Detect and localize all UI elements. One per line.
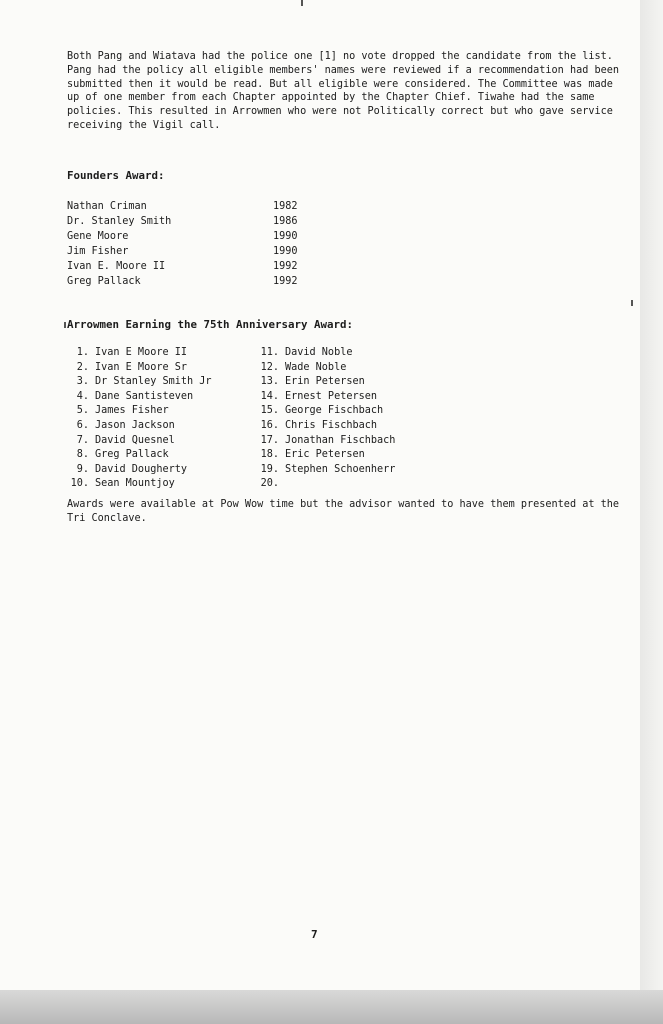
list-item [67,375,257,390]
list-item [67,346,257,361]
list-item-name: Ernest Petersen [285,390,378,402]
list-item [257,375,447,390]
anniversary-column-right [257,346,447,492]
founder-year: 1990 [273,246,298,257]
list-item-name: David Noble [285,347,353,358]
list-item [257,434,447,449]
list-item-name [285,477,447,492]
founders-heading: Founders Award: [67,169,165,182]
list-item [67,448,257,463]
list-item [257,346,447,361]
list-item-number: 4. [76,390,89,402]
founder-year: 1982 [273,201,298,212]
anniversary-heading: Arrowmen Earning the 75th Anniversary Award: [67,318,354,331]
founder-year: 1990 [273,231,298,242]
list-item-number: 16. [260,419,279,431]
list-item-number: 17. [260,434,279,446]
list-item-number: 14. [260,390,279,402]
list-item-number: 9. [76,463,89,475]
list-item [67,434,257,449]
list-item [257,419,447,434]
list-item [257,404,447,419]
founder-name: Nathan Criman [67,201,147,212]
page-number: 7 [311,928,318,941]
founder-row [67,245,367,260]
list-item-name: Sean Mountjoy [95,478,175,490]
list-item-number: 18. [260,449,279,461]
list-item [67,390,257,405]
list-item-number: 3. [76,376,89,388]
list-item-number: 13. [260,376,279,388]
founder-row [67,260,367,275]
list-item-number: 8. [76,449,89,461]
list-item [257,390,447,405]
page-edge [640,0,663,990]
list-item-name: David Quesnel [95,434,175,446]
founder-year: 1986 [273,216,298,227]
list-item-name: James Fisher [95,405,169,417]
founder-row [67,275,367,290]
list-item-number: 2. [76,361,89,373]
list-item-name: Eric Petersen [285,449,365,461]
founder-year: 1992 [273,276,298,287]
list-item-name: Stephen Schoenherr [285,463,396,475]
list-item [257,361,447,376]
list-item-name: Jonathan Fischbach [285,434,396,446]
closing-paragraph: Awards were available at Pow Wow time but the advisor wanted to have them presented at the Tri Conclave. [67,499,620,524]
list-item-name: Chris Fischbach [285,419,378,431]
scan-mark [631,300,633,306]
list-item-name: Wade Noble [285,361,347,373]
founder-name: Dr. Stanley Smith [67,216,172,227]
list-item-name: Erin Petersen [285,376,365,388]
page-content [67,50,627,524]
founder-row [67,200,367,215]
list-item-number: 6. [76,419,89,431]
list-item-name: George Fischbach [285,405,384,417]
list-item-number: 19. [260,463,279,475]
founders-list [67,200,367,290]
scan-mark [64,322,66,328]
list-item-name: Ivan E Moore II [95,347,188,358]
anniversary-list [67,346,487,492]
list-item [257,477,447,492]
list-item-name: Jason Jackson [95,419,175,431]
list-item-number: 15. [260,405,279,417]
list-item [257,463,447,478]
list-item-number: 10. [70,478,89,490]
intro-paragraph: Both Pang and Wiatava had the police one [1] no vote dropped the candidate from the list. Pang had the policy all eligible members' names were reviewed if a recommendation had been submitted then it would be read. But all eligible were considered. The Committee was made up of one member from each Chapter appointed by the Chapter Chief. Tiwahe had the same policies. This resulted in Arrowmen who were not Politically correct but who gave service receiving the Vigil call. [67,51,620,131]
founder-name: Gene Moore [67,231,129,242]
founder-row [67,215,367,230]
list-item-name: Ivan E Moore Sr [95,361,188,373]
list-item-number: 5. [76,405,89,417]
founder-name: Jim Fisher [67,246,129,257]
list-item [67,463,257,478]
anniversary-column-left [67,346,257,492]
list-item-name: David Dougherty [95,463,188,475]
list-item-number: 11. [260,347,279,358]
list-item-name: Dr Stanley Smith Jr [95,376,212,388]
founder-year: 1992 [273,261,298,272]
list-item-number: 20. [260,478,279,490]
founder-row [67,230,367,245]
founder-name: Ivan E. Moore II [67,261,166,272]
list-item-number: 7. [76,434,89,446]
list-item-name: Dane Santisteven [95,390,194,402]
list-item [257,448,447,463]
list-item [67,404,257,419]
scan-mark [301,0,303,6]
list-item-name: Greg Pallack [95,449,169,461]
list-item-number: 12. [260,361,279,373]
list-item [67,361,257,376]
list-item [67,477,257,492]
founder-name: Greg Pallack [67,276,141,287]
list-item-number: 1. [76,347,89,358]
list-item [67,419,257,434]
scanner-bed [0,990,663,1024]
